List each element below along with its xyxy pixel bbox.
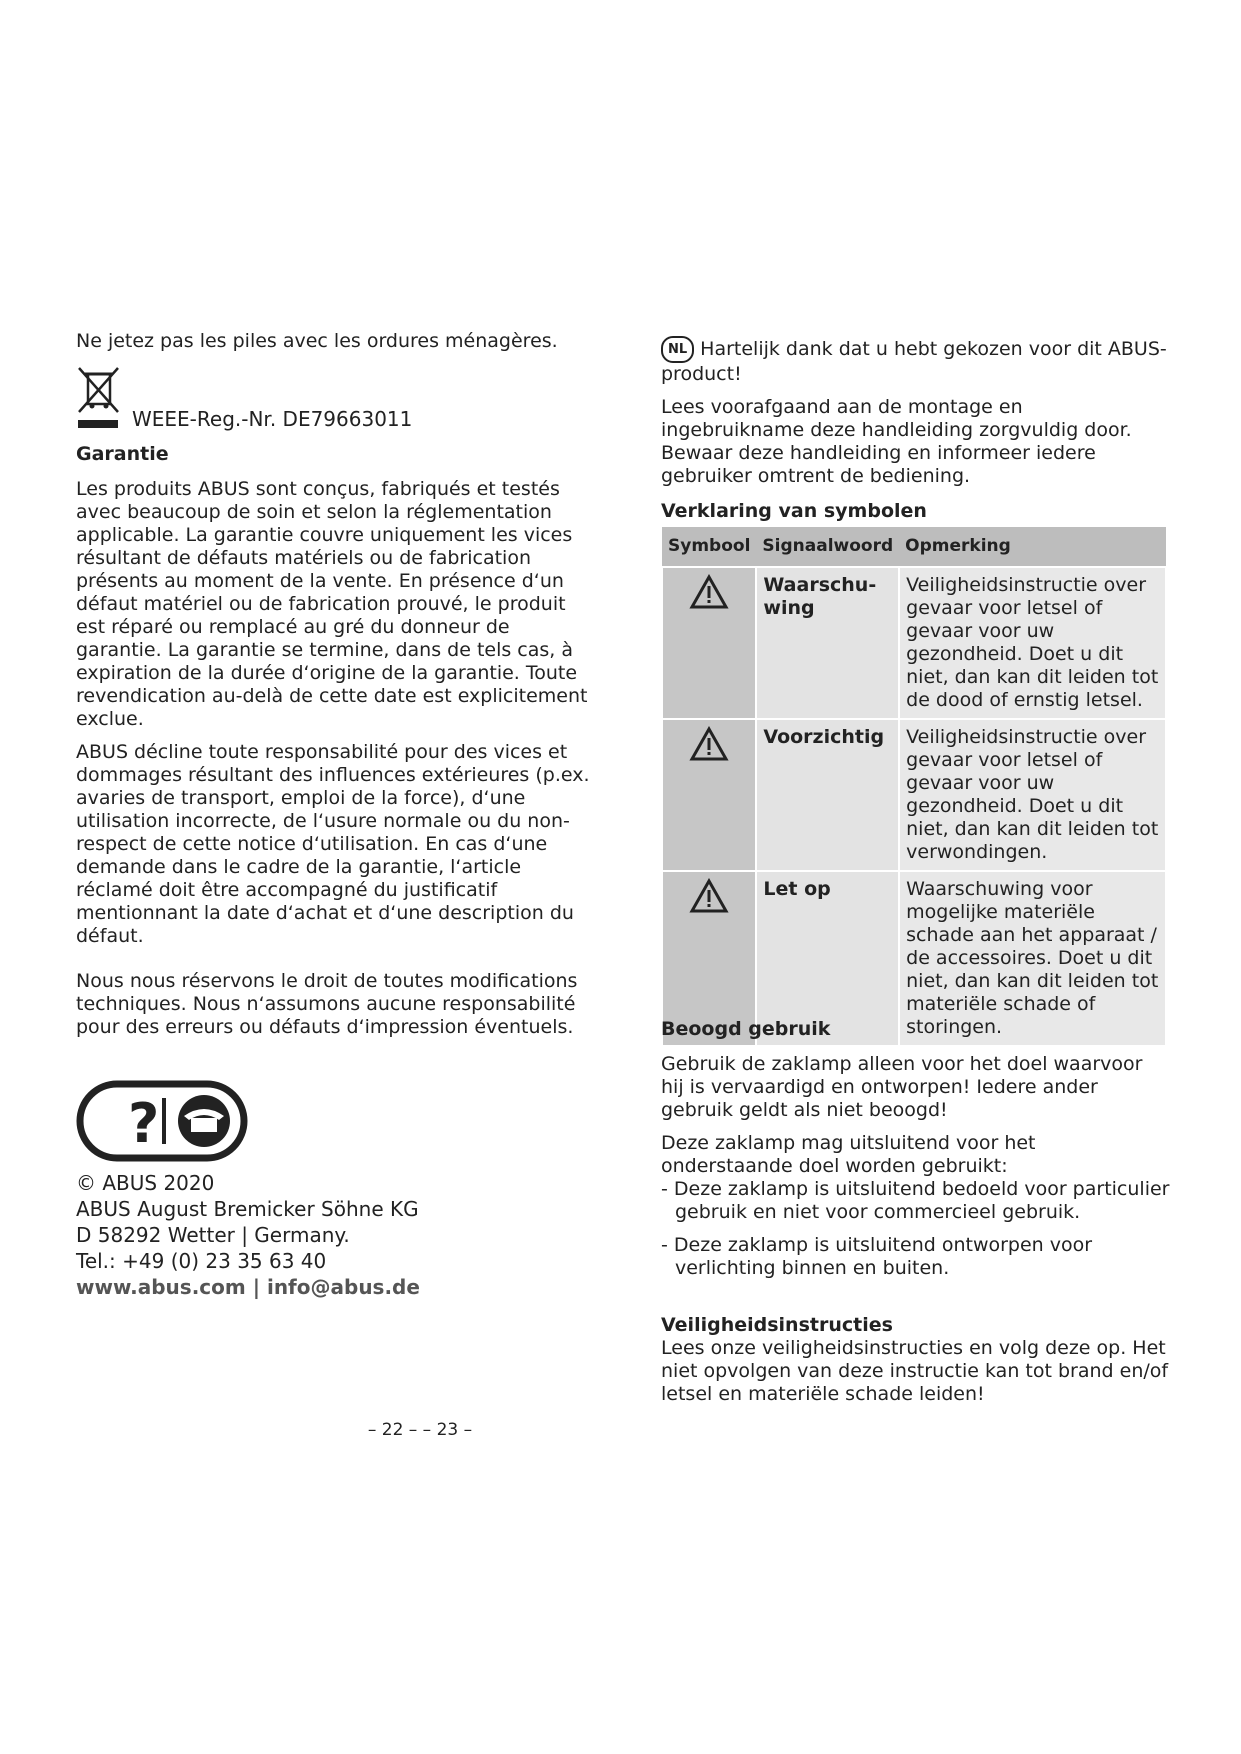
garantie-paragraph-1: Les produits ABUS sont conçus, fabriqués et testés avec beaucoup de soin et selon la réglementation applicable. La garantie couvre uniquement les vices résultant de défauts matériels ou de fabrication présents au moment de la vente. En présence d‘un défaut matériel ou de fabrication prouvé, le produit est réparé ou remplacé au gré du donneur de garantie. La garantie se termine, dans de tels cas, à expiration de la durée d‘origine de la garantie. Toute revendication au-delà de cette date est explicitement exclue.	[76, 478, 588, 730]
garantie-paragraph-2: ABUS décline toute responsabilité pour des vices et dommages résultant des influences extérieures (p.ex. avaries de transport, emploi de la force), d‘une utilisation incorrecte, de l‘usure normale ou du non-respect de cette notice d‘utilisation. En cas d‘une demande dans le cadre de la garantie, l‘article réclamé doit être accompagné du justificatif mentionnant la date d‘achat et d‘une description du défaut.	[76, 741, 590, 947]
usage-title: Beoogd gebruik	[661, 1018, 831, 1040]
signal-word: Waarschu-wing	[756, 567, 899, 719]
garantie-title: Garantie	[76, 443, 169, 465]
page-numbers: – 22 – – 23 –	[367, 1420, 473, 1440]
garantie-section	[76, 443, 596, 1039]
signal-word: Let op	[756, 871, 899, 1046]
table-row	[662, 719, 1166, 871]
usage-bullet-1: - Deze zaklamp is uitsluitend bedoeld voor particulier gebruik en niet voor commercieel gebruik.	[661, 1178, 1170, 1223]
svg-text:?: ?	[128, 1092, 160, 1155]
usage-bullet-2: - Deze zaklamp is uitsluitend ontworpen voor verlichting binnen en buiten.	[661, 1234, 1093, 1279]
usage-section	[661, 1018, 1171, 1406]
right-column	[661, 336, 1171, 523]
table-row	[662, 567, 1166, 719]
weee-reg-number: WEEE-Reg.-Nr. DE79663011	[132, 407, 413, 431]
company-name: ABUS August Bremicker Söhne KG	[76, 1197, 419, 1221]
header-symbol: Symbool	[662, 527, 756, 567]
remark: Veiligheidsinstructie over gevaar voor letsel of gevaar voor uw gezondheid. Doet u dit niet, dan kan dit leiden tot verwondingen.	[899, 719, 1166, 871]
warning-triangle-icon	[662, 567, 756, 719]
symbols-table	[661, 527, 1167, 1047]
contact-block	[76, 1170, 420, 1300]
usage-paragraph-1: Gebruik de zaklamp alleen voor het doel waarvoor hij is vervaardigd en ontworpen! Iedere ander gebruik geldt als niet beoogd!	[661, 1053, 1143, 1121]
battery-disposal-note: Ne jetez pas les piles avec les ordures ménagères.	[76, 330, 558, 352]
table-header-row	[662, 527, 1166, 567]
read-first-paragraph: Lees voorafgaand aan de montage en ingebruikname deze handleiding zorgvuldig door. Bewaar deze handleiding en informeer iedere gebruiker omtrent de bediening.	[661, 396, 1132, 487]
weee-bin-icon	[76, 366, 122, 436]
safety-paragraph: Lees onze veiligheidsinstructies en volg deze op. Het niet opvolgen van deze instructie kan tot brand en/of letsel en materiële schade leiden!	[661, 1337, 1169, 1405]
telephone: Tel.: +49 (0) 23 35 63 40	[76, 1249, 327, 1273]
signal-word: Voorzichtig	[756, 719, 899, 871]
remark: Veiligheidsinstructie over gevaar voor letsel of gevaar voor uw gezondheid. Doet u dit niet, dan kan dit leiden tot de dood of ernstig letsel.	[899, 567, 1166, 719]
copyright: © ABUS 2020	[76, 1171, 215, 1195]
symbols-title: Verklaring van symbolen	[661, 500, 927, 522]
left-column	[76, 330, 596, 353]
nl-language-badge: NL	[661, 336, 694, 363]
remark: Waarschuwing voor mogelijke materiële schade aan het apparaat / de accessoires. Doet u dit niet, dan kan dit leiden tot materiële schade of storingen.	[899, 871, 1166, 1046]
safety-title: Veiligheidsinstructies	[661, 1314, 893, 1336]
usage-paragraph-2: Deze zaklamp mag uitsluitend voor het onderstaande doel worden gebruikt:	[661, 1132, 1036, 1177]
help-phone-logo	[76, 1080, 248, 1166]
garantie-paragraph-3: Nous nous réservons le droit de toutes modifications techniques. Nous n‘assumons aucune responsabilité pour des erreurs ou défauts d‘impression éventuels.	[76, 970, 578, 1038]
header-remark: Opmerking	[899, 527, 1166, 567]
thanks-text: Hartelijk dank dat u hebt gekozen voor dit ABUS-product!	[661, 338, 1167, 385]
thanks-line	[661, 336, 1171, 386]
web-email[interactable]: www.abus.com | info@abus.de	[76, 1275, 420, 1299]
address: D 58292 Wetter | Germany.	[76, 1223, 350, 1247]
warning-triangle-icon	[662, 719, 756, 871]
header-signal-word: Signaalwoord	[756, 527, 899, 567]
